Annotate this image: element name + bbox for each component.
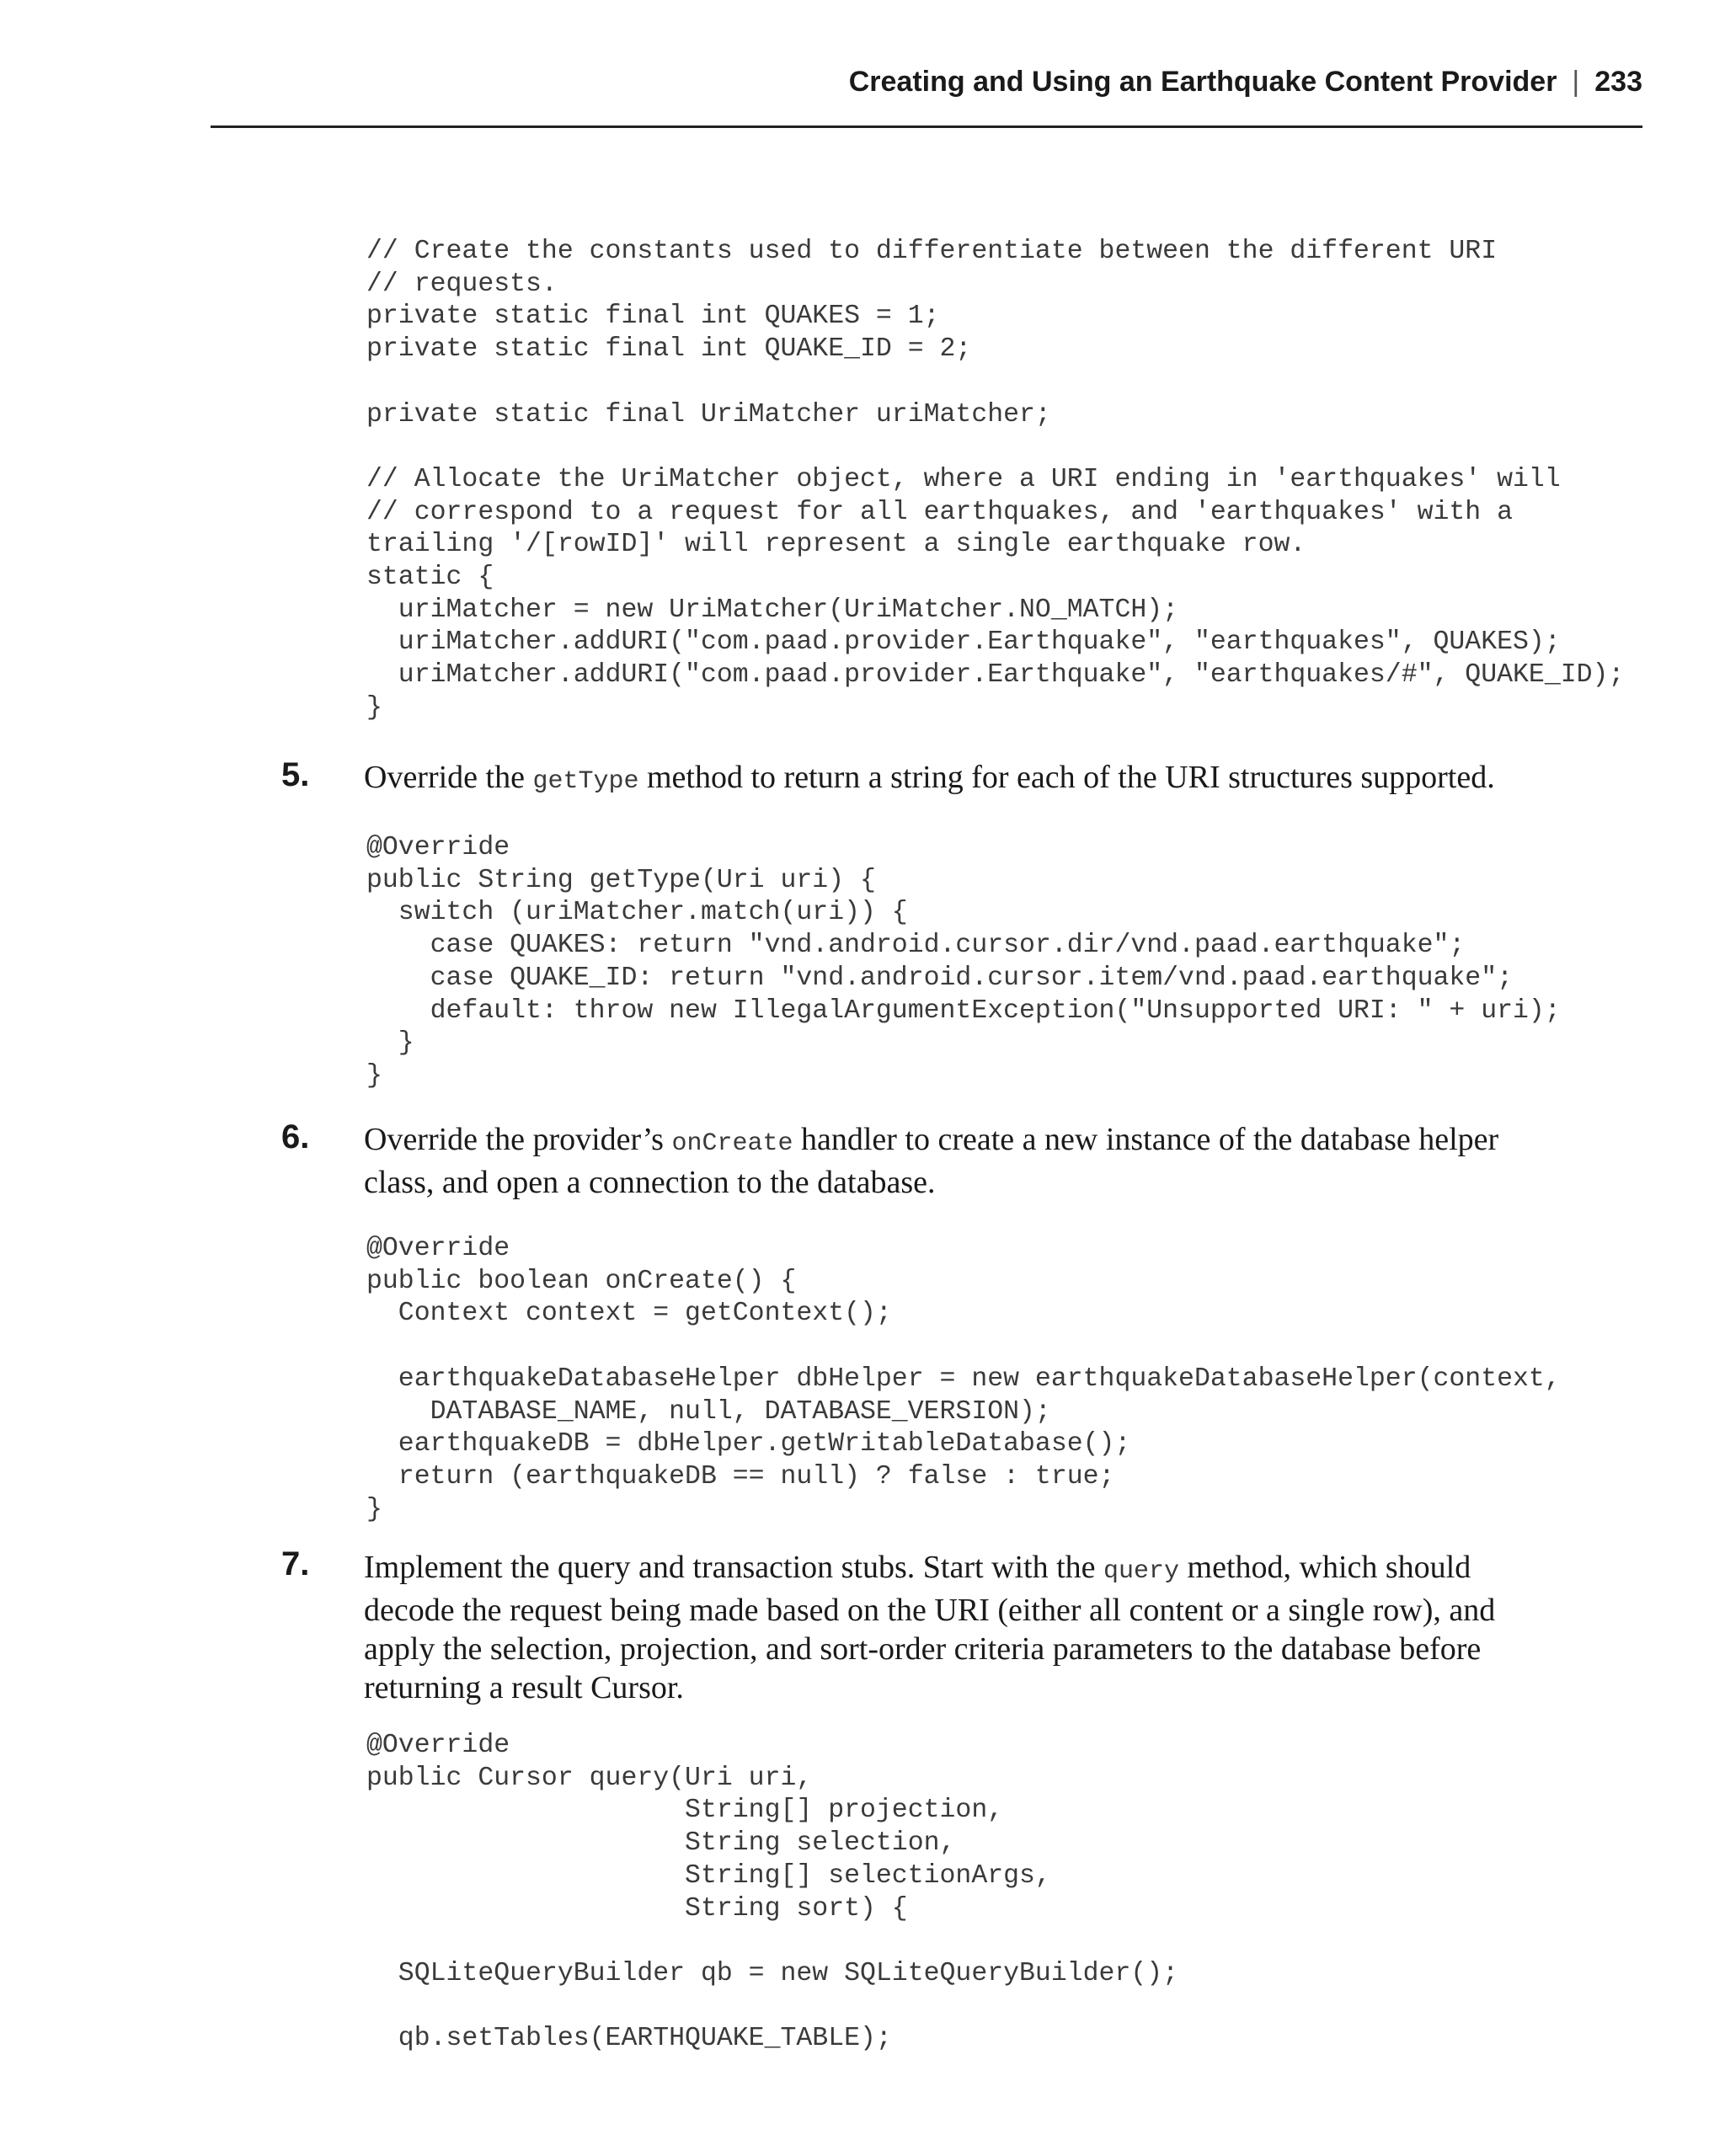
step-6-text-after: handler to create a new instance of the database helper class, and open a connection to the database. — [364, 1122, 1499, 1200]
code-block-on-create: @Override public boolean onCreate() { Context context = getContext(); earthquakeDatabaseHelper dbHelper = new earthquakeDatabaseHelper(context, DATABASE_NAME, null, DATABASE_VERSION); earthquakeDB = dbHelper.getWritableDatabase(); return (earthquakeDB == null) ? false : true; } — [366, 1234, 1561, 1524]
code-block-get-type: @Override public String getType(Uri uri) { switch (uriMatcher.match(uri)) { case QUAKES: return "vnd.android.cursor.dir/vnd.paad.earthquake"; case QUAKE_ID: return "vnd.android.cursor.item/vnd.paad.earthquake"; default: throw new IllegalArgumentException("Unsupported URI: " + uri); } } — [366, 833, 1561, 1091]
code-block-uri-matcher: // Create the constants used to differentiate between the different URI // requests. private static final int QUAKES = 1; private static final int QUAKE_ID = 2; private static final UriMatcher uriMatcher; // Allocate the UriMatcher object, where a URI ending in 'earthquakes' will // correspond to a request for all earthquakes, and 'earthquakes' with a trailing '/[rowID]' will represent a single earthquake row. static { uriMatcher = new UriMatcher(UriMatcher.NO_MATCH); uriMatcher.addURI("com.paad.provider.Earthquake", "earthquakes", QUAKES); uriMatcher.addURI("com.paad.provider.Earthquake", "earthquakes/#", QUAKE_ID); } — [366, 237, 1625, 723]
step-text-6 — [364, 1120, 1560, 1202]
step-7-text-after: method, which should decode the request being made based on the URI (either all content or a single row), and apply the selection, projection, and sort-order criteria parameters to the database before returning a result Cursor. — [364, 1550, 1496, 1705]
page-number: 233 — [1594, 66, 1642, 98]
step-number-6: 6. — [281, 1118, 310, 1155]
step-5-text-before: Override the — [364, 760, 533, 795]
step-text-5 — [364, 758, 1560, 801]
step-5-inline-code: getType — [532, 767, 639, 796]
header-text — [849, 66, 1642, 99]
step-7-inline-code: query — [1103, 1557, 1180, 1586]
step-7-text-before: Implement the query and transaction stubs. Start with the — [364, 1550, 1104, 1585]
running-title: Creating and Using an Earthquake Content Provider — [848, 66, 1557, 98]
page-header — [211, 61, 1642, 128]
header-separator: | — [1572, 66, 1580, 98]
code-block-query: @Override public Cursor query(Uri uri, String[] projection, String selection, String[] selectionArgs, String sort) { SQLiteQueryBuilder qb = new SQLiteQueryBuilder(); qb.setTables(EARTHQUAKE_TABLE); — [366, 1731, 1179, 2054]
step-number-5: 5. — [281, 756, 310, 793]
step-number-7: 7. — [281, 1545, 310, 1582]
step-text-7 — [364, 1548, 1560, 1707]
step-6-text-before: Override the provider’s — [364, 1122, 672, 1157]
step-6-inline-code: onCreate — [671, 1129, 793, 1158]
step-5-text-after: method to return a string for each of the URI structures supported. — [638, 760, 1495, 795]
